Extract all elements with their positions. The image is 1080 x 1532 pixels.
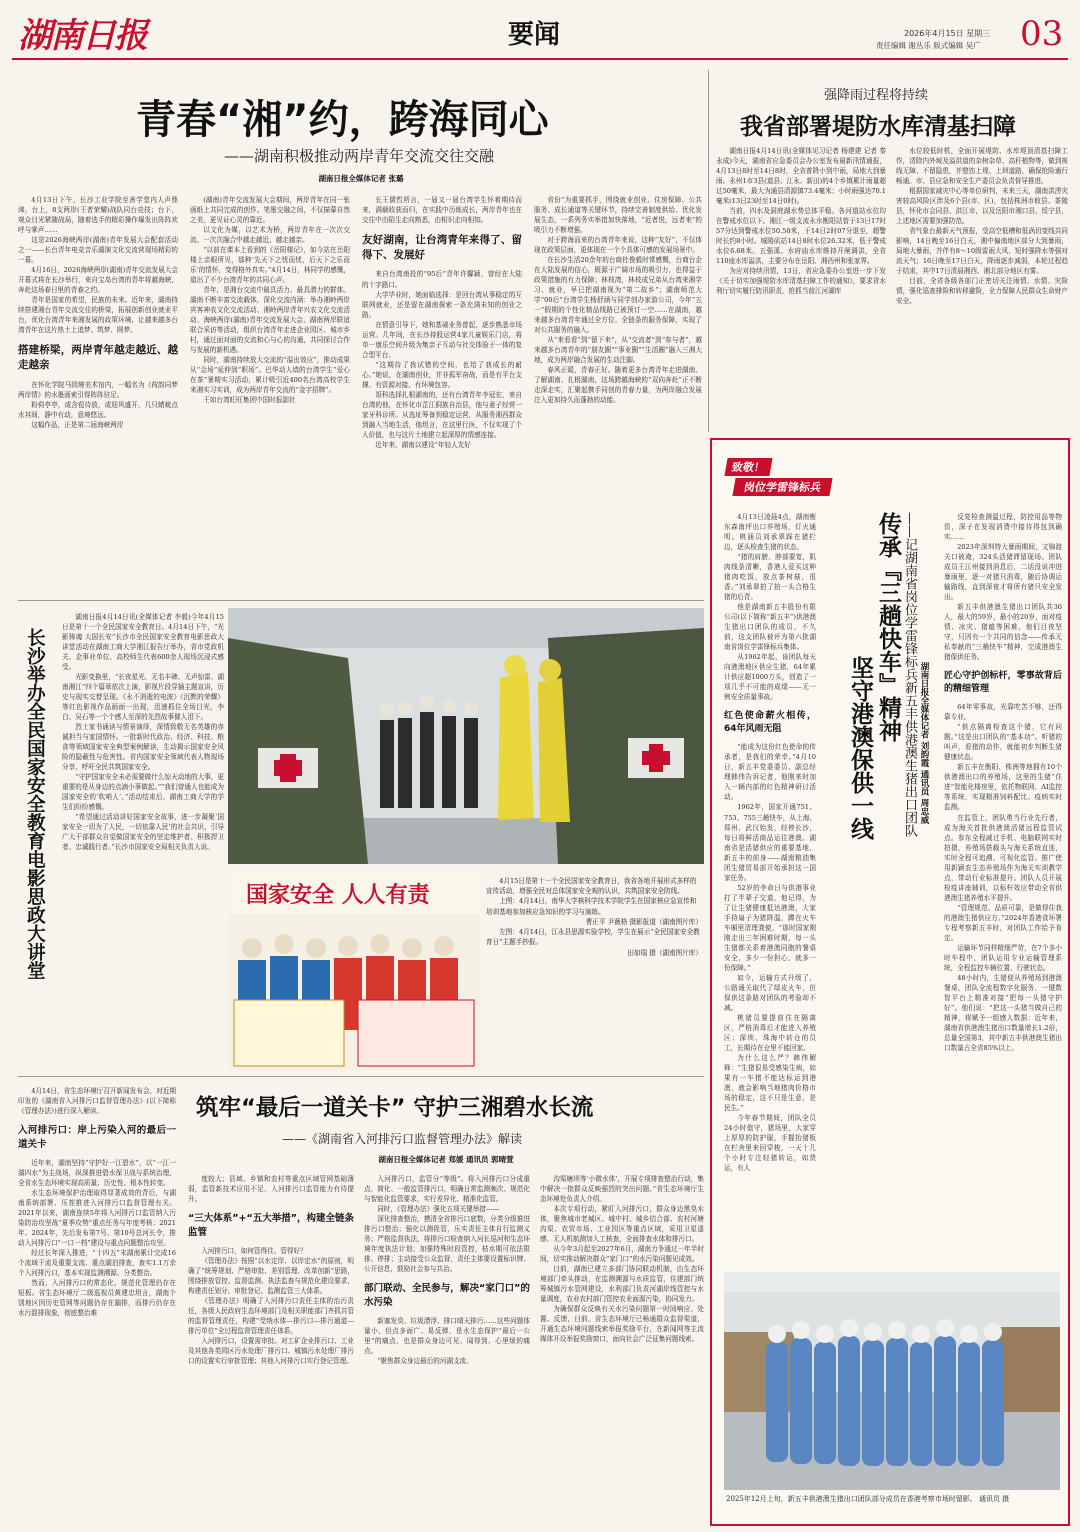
byline: 湖南日报全媒体记者 郑媛 通讯员 郭晴萱 (378, 1155, 514, 1164)
page-number: 03 (1020, 14, 1064, 54)
column-4: 沟渠塘坝等‘小微水体’，开展专项排查整治行动，集中解决一批群众反映强烈的突出问题。”省生态环境厅生态环境处负责人介绍。 本次专项行动，紧盯入河排污口，群众身边黑臭水体，聚焦城市老城区、城中村、城乡结合部、农村河塘沟渠、农贸市场、工业园区等重点区域，采用卫星遥感、无人机航测加入工核查，全面排查水体和排污口。 从今年3月起至2027年6月，湖南力争通过一年半时间，切实推动解决群众“家门口”的水污染问题见成效。 目前，湖南已建立多部门协同联动机制，由生态环境部门牵头推动，在监测溯源与水质监管，住建部门统筹城镇污水管网建设，水利部门负责河湖岸线管控与水量调度，农业农村部门管控农业面源污染，协同发力。 为确保群众反映有关水污染问题第一时间响应、处置、反馈，目前，省生态环境厅已畅通群众监督渠道，开通生态环境问题线索举报奖励平台，在新闻网等主流媒体开设举报奖励窗口，面向社会广泛征集问题线索。 (540, 1175, 704, 1344)
column-3: 入河排污口，监管分“等级”。将入河排污口分成重点、简化、一般监管排污口，明确日常监测频次、规范化与智能化监管要求，实行差异化、精准化监管。 同时，《管理办法》强化五项关键举措—— 深化排查整治，摸清全省排污口底数，分类分级推进排污口整治；强化以测促管，压实责任主体自行监测义务；严格监督执法，将排污口检查纳入河长巡河和生态环境年度执法计划；加强特殊时段管控，枯水期可依法限排、停排；主动接受公众监督，责任主体要设置标识牌、公开信息，鼓励社会参与共治。 部门联动、全民参与，解决“家门口”的水污染 新塞发臭、垃圾漂浮、排口晴天排污……这些问题体量小、但点多面广、易反弹，是水生态保护“最后一公里”的痛点，也是群众身边可见、闻得到、心里烦的痛点。 “聚焦群众身边最后的河湖支流、 (364, 1175, 530, 1365)
article-security-lecture (18, 608, 228, 1072)
nuclear-drill-graphic (228, 608, 704, 864)
editors: 责任编辑 谢丛乐 版式编辑 吴广 (876, 41, 981, 50)
photo-caption: 2025年12月上旬，新五丰供港澳生猪出口团队部分成员在香港考察市场时留影。 通讯员 摄 (726, 1495, 1010, 1503)
headline: 青春“湘”约，跨海同心 (136, 97, 549, 143)
kicker-badge (726, 458, 866, 498)
subheadline: ——湖南积极推动两岸青年交流交往交融 (224, 147, 495, 165)
headline-line-1: 传承『三趟快车』精神 (875, 512, 901, 742)
column-2: 度较大；县域、乡镇和农村等重点区域管网基础薄弱，监管新技术应用不足，入河排污口监管能力有待提升。 “三大体系”+“五大举措”，构建全链条监管 入河排污口，如何管得住、管得好？ 《管理办法》按照“以水定岸、以岸定水”的原则，明确了“统筹规划、严格审批、差别管理、改革创新”思路，围绕排放管控、监督监测、执法监查与规范化建设要求，构建责任划分、审批登记、监测监管三大体系。 《管理办法》明确了入河排污口责任主体的治污责任，各级人民政府生态环境部门及相关职能部门齐抓共管的监督管理责任，构建“受纳水体—排污口—排污通道—排污单位”全过程监督管理责任体系。 入河排污口，设置需审批。对工矿企业排污口、工业及其他各类园区污水处理厂排污口、城镇污水处理厂排污口的设置实行审批管理；其他入河排污口实行登记管理。 (188, 1175, 354, 1365)
divider (18, 600, 704, 601)
subheading: 部门联动、全民参与，解决“家门口”的水污染 (364, 1283, 530, 1308)
subheading: 入河排污口：岸上污染入河的最后一道关卡 (18, 1125, 176, 1150)
team-photo (724, 1272, 1060, 1490)
article-youth-exchange (18, 70, 704, 598)
nuclear-drill-photo (228, 608, 704, 864)
subheading: 搭建桥梁，两岸青年越走越近、越走越亲 (18, 344, 178, 372)
poster-banner-text: 国家安全 人人有责 (246, 883, 430, 908)
byline: 湖南日报全媒体记者 张璐 (318, 174, 404, 183)
subheading: 红色使命薪火相传，64年风雨无阻 (724, 711, 816, 735)
photo-block-security-day (228, 608, 704, 1072)
column-4: 省份”为重要抓手，围绕就业创业、住房保障、公共服务、成长通道等关键环节，持续完善制度供给、优化发展生态，一系列务实举措加快落地，“近者悦，远者来”的吸引力不断增强。 对于跨海而来的台湾青年来说，这种“友好”，不仅体现在政策层面，更体现在一个个具体可感的发展场景中。 在长沙生活20余年的台商杜俊毅时常感慨，台商台企在大陆发展的信心，既源于广阔市场的吸引力，也得益于政策措施的有力保障；林枝湾，林枝成兄弟从台湾来湘学习、就业，早已把湖南视为“第二故乡”；湖南师范大学“00后”台湾学生杨舒涵与同学创办家游公司，今年“五一”假期的个性化精品线路已被预订一空……在湖南，越来越多台湾青年通过全方位、全链条的服务保障，实现了对公共服务的融入。 从“来看看”到“留下来”，从“交流者”到“参与者”，越来越多台湾青年的“朋友圈”“事业圈”“生活圈”融入三湘大地，成为两岸融合发展的生动注脚。 春风正暖，青春正好。随着更多台湾青年走进湖南、了解湖南、扎根湖南，这场跨越海峡的“双向奔赴”正不断走深走实，汇聚起携手同创的青春力量，为两岸融合发展注入更加持久而蓬勃的动能。 (534, 196, 702, 405)
subheading: “三大体系”+“五大举措”，构建全链条监管 (188, 1213, 354, 1238)
divider (18, 1076, 704, 1077)
column-1: 湖南日报4月14日讯(全媒体见习记者 杨建建 记者 秦永成)今天，湖南省应急委员会办公室发布最新汛情通报，4月13日8时至14日8时，全省普降小到中雨，局地大到暴雨。永州1市3县(道县、江永、新田)的4个乡镇累计雨量超过50毫米，最大为通县清源镇73.4毫米；小时雨强达70.1毫米(13日23时至14日0时)。 当前，四水及洞庭湖水势总体平稳。各河道站水位均在警戒水位以下。湘江一级支流永水衡阳站曾于13日17时57分达到警戒水位50.50米，于14日2时07分退至，超警时长约8小时。城陵矶站14日8时水位26.32米，低于警戒水位6.68米。五强溪、水府庙水库维持开闸调洪，全省110座水库溢洪，主要分布在岳阳、湘西州和张家界。 为应对持续汛情，13日，省应急委办公室进一步下发《关于切实加强堤防水库清基扫障工作的通知》，要求省水利厅切实履行防汛职责，抢抓当前江河湖库 (716, 147, 886, 296)
headline: 我省部署堤防水库清基扫障 (740, 114, 1016, 140)
article-flood-prevention (714, 70, 1070, 430)
section-name: 要闻 (508, 20, 561, 50)
subheadline: ——记湖南省岗位学雷锋标兵新五丰供港澳生猪出口团队 (902, 512, 917, 837)
kicker-tag: 致敬！ (724, 458, 772, 476)
photo-caption: 4月15日是第十一个全民国家安全教育日，我省各地开展形式多样的宣传活动，增强全民对总体国家安全观的认识，共筑国家安全防线。 上图：4月14日，南华大学核科学技术学院学生在国家核应急宣传和培训基地参加核应急知识的学习与演练。 曹正平 尹薇格 摄影报道（湖南图片库） 左图：4月14日，江永县思源实验学校，学生在展示“全民国家安全教育日”主题手抄报。 田如瑞 摄（湖南图片库） (486, 877, 702, 957)
body: 湖南日报4月14日讯(全媒体记者 李毅)今年4月15日是第十一个全民国家安全教育日。4月14日下午，“光影铸魂 大国长安”长沙市全民国家安全教育电影思政大讲堂活动在湖南工商大学湘江报告厅举办，省市党政机关、企事业单位、高校师生代表600余人现场沉浸式感受。 光影变换里，“长夜星光、无名丰碑、无声惊雷、湖南湘江”四个篇章依次上演，影视片段穿插主题宣讲，历史与现实交替呈现。《永不消逝的电波》《沉默的荣耀》等红色影视作品画面一出现，迅速抓住全场目光，李白、吴石等一个个感人至深的先烈故事催人泪下。 烈士家书诵读与情景演绎，深情致敬无名英雄的赤诚担当与家国情怀。一批新时代政治、经济、科技、粮食等领域国家安全典型案例解读，生动揭示国家安全风险的隐蔽性与危害性。省内国家安全领域代表人物现场分享，呼吁全民共筑国家安全。 “守护国家安全未必需要做什么惊天动地的大事，更重要的是从身边的点滴小事做起。”“我们曾通人也能成为国家安全的‘吹哨人’。”活动结束后，湖南工商大学的学生们纷纷感慨。 “希望通过活动讲好国家安全故事，进一步凝聚‘国家安全一切为了人民，一切依靠人民’的社会共识，引导广大干部群众自觉做国家安全的坚定维护者、积极捍卫者、忠诚践行者。”长沙市国家安全局相关负责人说。 (62, 613, 224, 852)
headline: 筑牢“最后一道关卡” 守护三湘碧水长流 (196, 1095, 594, 1121)
handmade-poster-photo (228, 870, 480, 1070)
masthead-rule (12, 58, 1068, 60)
subheading: 友好湖南，让台湾青年来得了、留得下、发展好 (362, 234, 522, 262)
headline: 长沙举办全民国家安全教育电影思政大讲堂 (24, 628, 46, 980)
subheadline: ——《湖南省入河排污口监督管理办法》解读 (282, 1132, 523, 1146)
column-1: 4月13日下午，长沙工业学院至善学堂内人声鼎沸，台上，8支两岸(王者荣耀)战队同台竞技；台下，观众目光紧随战局，随着选手的精彩操作爆发出阵阵欢呼与掌声…… 这是2026海峡两岸(湖南)青年发展大会配套活动之一——长台青年电竞音乐湖演文化交流营现场精彩的一幕。 4月16日，2026海峡两岸(湖南)青年交流发展大会开幕式将在长沙举行，来自宝岛台湾的青年将越海峡，奔赴这场春日里的青春之约。 青年是国家的希望，民族的未来。近年来，湖南持续搭建湘台青年交流交往的桥梁，拓展创新创业就业平台，优化台湾青年来湘发展的政策环境，让越来越多台湾青年在这片热土上追梦、筑梦、圆梦。 搭建桥梁，两岸青年越走越近、越走越亲 在怀化学院马园境美术馆内，一幅名为《荷韵同梦两岸情》的水墨画索引得阵阵驻足。 粉荷亭亭，或含苞待放，或迎风盛开，几只蜻蜓点水其间，静中有动，意境悠远。 这幅作品，正是第二届海峡两岸 (18, 196, 178, 429)
team-photo-graphic (724, 1272, 1060, 1490)
kicker-label: 岗位学雷锋标兵 (732, 478, 832, 496)
column-2: 水位较低时机，全面开展堤防、水库堤顶清基扫障工作，清除内外坡及溢洪道的杂树杂草、高秆植物等，做到视线无障、不留隐患，并整饬上堤、上坝道路，确保抢险通行畅通。市、县应急和安全生产委员会负责督导推进。 根据国家减灾中心等单位研判，未来三天，湖南洪涝灾害较高风险区涉及6个县(市、区)，包括株洲市攸县、茶陵县，怀化市会同县、洪江市，以及岳阳市湘口县、绥宁县，上述地区需要加强防范。 省气象台最新天气预报，受高空低槽和低涡切变线共同影响，14日晚至16日白天，湘中偏南地区部分大到暴雨，局地大暴雨，并伴有8～10级雷雨大风、短时强降水等强对流天气；16日晚至17日白天，降雨逐步减弱，本轮过程趋于结束，其中17日清晨湘西、湘北部分地区有雾。 目前，全省各级各部门正密切关注雨情、水情、灾险情，强化巡查排险和转移避险，全力保障人民群众生命财产安全。 (896, 147, 1068, 306)
article-pig-supply-team (710, 438, 1070, 1526)
column-1: 4月14日，省生态环境厅召开新闻发布会，对近期印发的《湖南省入河排污口监督管理办法》(以下简称《管理办法》)进行深入解读。 入河排污口：岸上污染入河的最后一道关卡 近年来，湖南坚持“守护好一江碧水”，以“一江一湖四水”为主战场，纵深推进碧水保卫战与系统治理，全省水生态环境实现高质量、历史性、根本性转变。 水生态环境保护治理取得显著成效的背后，与湖南系统部署、压茬推进入河排污口监督管理有关。2021年以来，湖南连续5年将入河排污口监管纳入污染防治攻坚战“夏季攻势”重点任务与年度考核；2021年、2024年，先后发布第7号、第10号总河长令，推动入河排污口“一口一档”建设与重点问题整治攻坚。 经过长年深入推进，“十四五”末湖南累计完成16个流域干流及重要支流、重点湖泊排查，查实1.1万余个入河排污口，基本实现监测溯源、分类整治。 然而，入河排污口的常态化、规范化管理仍存在短板。省生态环境厅二级巡视员黄建忠坦言，湖南个别地区因历史管网等问题仍存在漏排，而排污仍存在水污混排现象，彻底整治难 (18, 1087, 176, 1317)
subheading: 匠心守护创标杆，零事故背后的精细管理 (944, 671, 1062, 695)
issue-date: 2026年4月15日 星期三 (904, 29, 991, 38)
byline: 湖南日报全媒体记者 刘韵霞 通讯员 周忠威 (919, 662, 929, 824)
column-1: 4月13日凌晨4点，湖南衡东森南坪出口养殖场，灯火通明。桃涌员刘承翠踩在猪栏边，逐头检查生猪的状态。 “猪的肩膀、脖部要宽，肌肉线条清晰，香港人爱买这种猪肉吃饭，放点茶树菇，很香。”刘承翠拍了拍一头合格生猪的后背。 他是湖南新五丰股份有限公司(以下简称“新五丰”)供港澳生猪出口团队的成员，不久前，这支团队被评为第六批湖南省岗位学雷锋标兵集体。 从1962年起，该团队每天向港澳地区供应生猪，64年累计供应超1000万头，创造了一项几乎不可能的成绩——无一例安全质量事故。 红色使命薪火相传，64年风雨无阻 “能成为这份红色使命的传承者，是我们的荣幸。”4月10日，新五丰党委委员、副总经理韩伟告诉记者，他刚来时加入一辆内部的红色精神研讨活动。 1962年，国家开通751、753、755三趟快车，从上海、郑州、武汉始发，经停长沙，每日将鲜活商品运往港澳。湖南省是活猪供应的重要基地，新五丰的前身——湖南粮油集团生猪贸易部开始承担这一国家任务。 52岁的李命日与供港事业打了半辈子交道，他记得，为了让生猪健康抵达港澳，大家手持扇子为猪降温，蹲在火车车厢里清理粪便，“那时国家刚刚走出三年困难时期，每一头生猪都关系着港澳同胞的餐桌安全，多少一份担心，就多一份保障。” 如今，运输方式升级了，公路通关取代了绿皮火车，但保供这条路对团队的考验却不减。 桃猪员要提前住在隔离区，严格消毒后才能进入养殖区；深圳、珠海中转仓的员工，长期待在仓里不能回家。 为什么这么严？韩伟解释：“生猪很易受感染生病，如果有一车猪不能达标运到港澳，就会影响当地猪肉价格市场的稳定，这不只是生意，是民生。” 今年春节期间，团队全员24小时值守，猪场里，大家穿上厚厚的防护服，手握抬猪板在栏舍里来回穿梭，一天十几个小时专注轻猪转运，如货运，有人 (724, 513, 816, 1173)
column-2: 反复检查测温过程，防控用品等物资，深子在发现消费中接待得包到确实…… 2023年深圳特大暴雨期间，文锦渡关口被淹，324头活猪滞留现场。团队成员王江州接到消息后，二话没说冲进暴雨里，逐一对猪只消毒，随后协调运输路线，直到深夜才将所有猪只安全发出。 新五丰供港澳生猪出口团队共36人，最大的59岁，最小的20岁，面对疫情、冰灾、猪瘟等困难，他们目夜坚守，只因有一个共同的信念——传承无私奉献的“三趟快车”精神，完成港澳生猪保供任务。 匠心守护创标杆，零事故背后的精细管理 64年零事故，光靠吃苦不够，还得靠专业。 “供点隔离检查这个猪，它有问题。”这是出口团队的“基本功”。听猪的叫声，看猪的动作，就能初步判断生猪健康状态。 新五丰在衡阳、株洲等地拥有10个供港澳出口的养殖场，这里的生猪“住进”智能化楼房里，依托物联网、AI监控等系统，实现精准饲料配比、疫病实时监测。 在监管上，团队勇当行业先行者，成为海关首批供港澳活猪远程监管试点。参东全程减过手机、电脑联网实时拍摄，养殖场搭载头与海关系统直连，实时全程可追溯、可视化监管。推广使用新颖农生态养殖场作为海关实训教学点，带动行业标准提升。团队人员开展检疫讲座辅训，以标杆效应带动全省供港澳生猪养殖水平提升。 “管理规范、品质可靠，是做得住我的港澳生猪供应方。”2024年香港食环署专程考察新五丰时，对团队工作给予肯定。 运输环节同样精细严苛，在7个多小时车程中，团队运用专业运输管理系统，全程监控车辆位置、行驶状态。 48小时内，生猪便从养殖场到港澳餐桌，团队全流程数字化服务、一键数智平台上精准对接“把每一头猪守护好”。他们说：“把这一头猪当做自己的精神，将赋予一组感人数据：近年来，湖南省供港澳生猪出口数量增长1.2倍，总量全国第3，其中新五丰供港澳生猪出口数量占全省85%以上。 (944, 513, 1062, 1052)
headline-line-2: 坚守港澳保供一线 (847, 656, 873, 840)
masthead (0, 0, 1080, 60)
column-2: (湖南)青年交流发展大会期间，两岸青年在同一张画纸上共同完成的创作。笔墨交融之间，不仅描摹自然之美，更见证心灵的靠近。 以文化为媒，以艺术为桥，两岸青年在一次次交流、一次次融合中越走越近、越走越亲。 “以前在课本上看到的《岳阳楼记》，如今站在岳阳楼上亲眼所见，那种‘先天下之忧而忧，后天下之乐而乐’的情怀，变得格外真实。”4月14日，林同学的感慨，道出了不少台湾青年的共同心声。 青年，是湘台交流中最具活力、最具潜力的群体。湖南不断丰富交流载体，深化交流内涵：举办湘岭两岸宾客神农文化交流活动、湘岭两岸青年兴农文化交流活动、海峡两岸(湖南)青年交流发展大会、湖南两岸联谊联合采访等活动，组织台湾青年走进企业园区、城市乡村，通过面对面的交流和心与心的沟通，共同探讨合作与发展的新机遇。 同时，湖南持续放大交流的“溢出效应”，推动成果从“会场”延伸到“职场”。巴华动人墙的台湾学生“爱心在茶”暑期实习活动，累计吸引近400名台湾高校学生来湘实习实训，成为两岸青年交流的“金字招牌”。 王如台湾旺旺集团中国时报副社 (190, 196, 350, 405)
column-3: 长王儒哲所言，一届又一届台湾学生怀着期待而来，满载收获而归，在实践中历练成长，两岸青年也在交往中由陌生走向熟悉，由相识走向相知。 友好湖南，让台湾青年来得了、留得下、发展好 来自台湾南投的“95后”青年许馨颖，曾经在大陆的十字路口。 大学毕业时，她面临选择：是回台湾从事稳定的互联网就业，还是留在湖南探索一条充满未知的创业之路。 在情意引导下，她和基础业务曾起，逐步熟悉市场运营。几年间，在长沙持股运营4家儿童娱乐门店，将单一康乐空间升级为集亲子互动与社交体验于一体的复合型平台。 “这期待了我试错的空间，也给了我成长的耐心。”她说，在湖南创业，并非孤军奋战，而是有平台支撑、有资源对接、有环境包容。 哥科选择扎根湖南的，还有台湾青年李冠宏，来自台湾的他，在怀化市芷江侗族自治县，他与妻子经营一家牙科诊所。从选址筹备到稳定运营，从服务湘西群众到融入当地生活，他坦言，在这里行医，不仅实现了个人价值，也与这片土地建立起深厚的情感连接。 近年来，湖南以建设“年轻人友好 (362, 196, 522, 449)
paper-logo: 湖南日报 (18, 16, 146, 56)
divider (708, 70, 709, 432)
kicker: 强降雨过程将持续 (824, 88, 929, 103)
article-sewage-outlet (18, 1082, 704, 1528)
